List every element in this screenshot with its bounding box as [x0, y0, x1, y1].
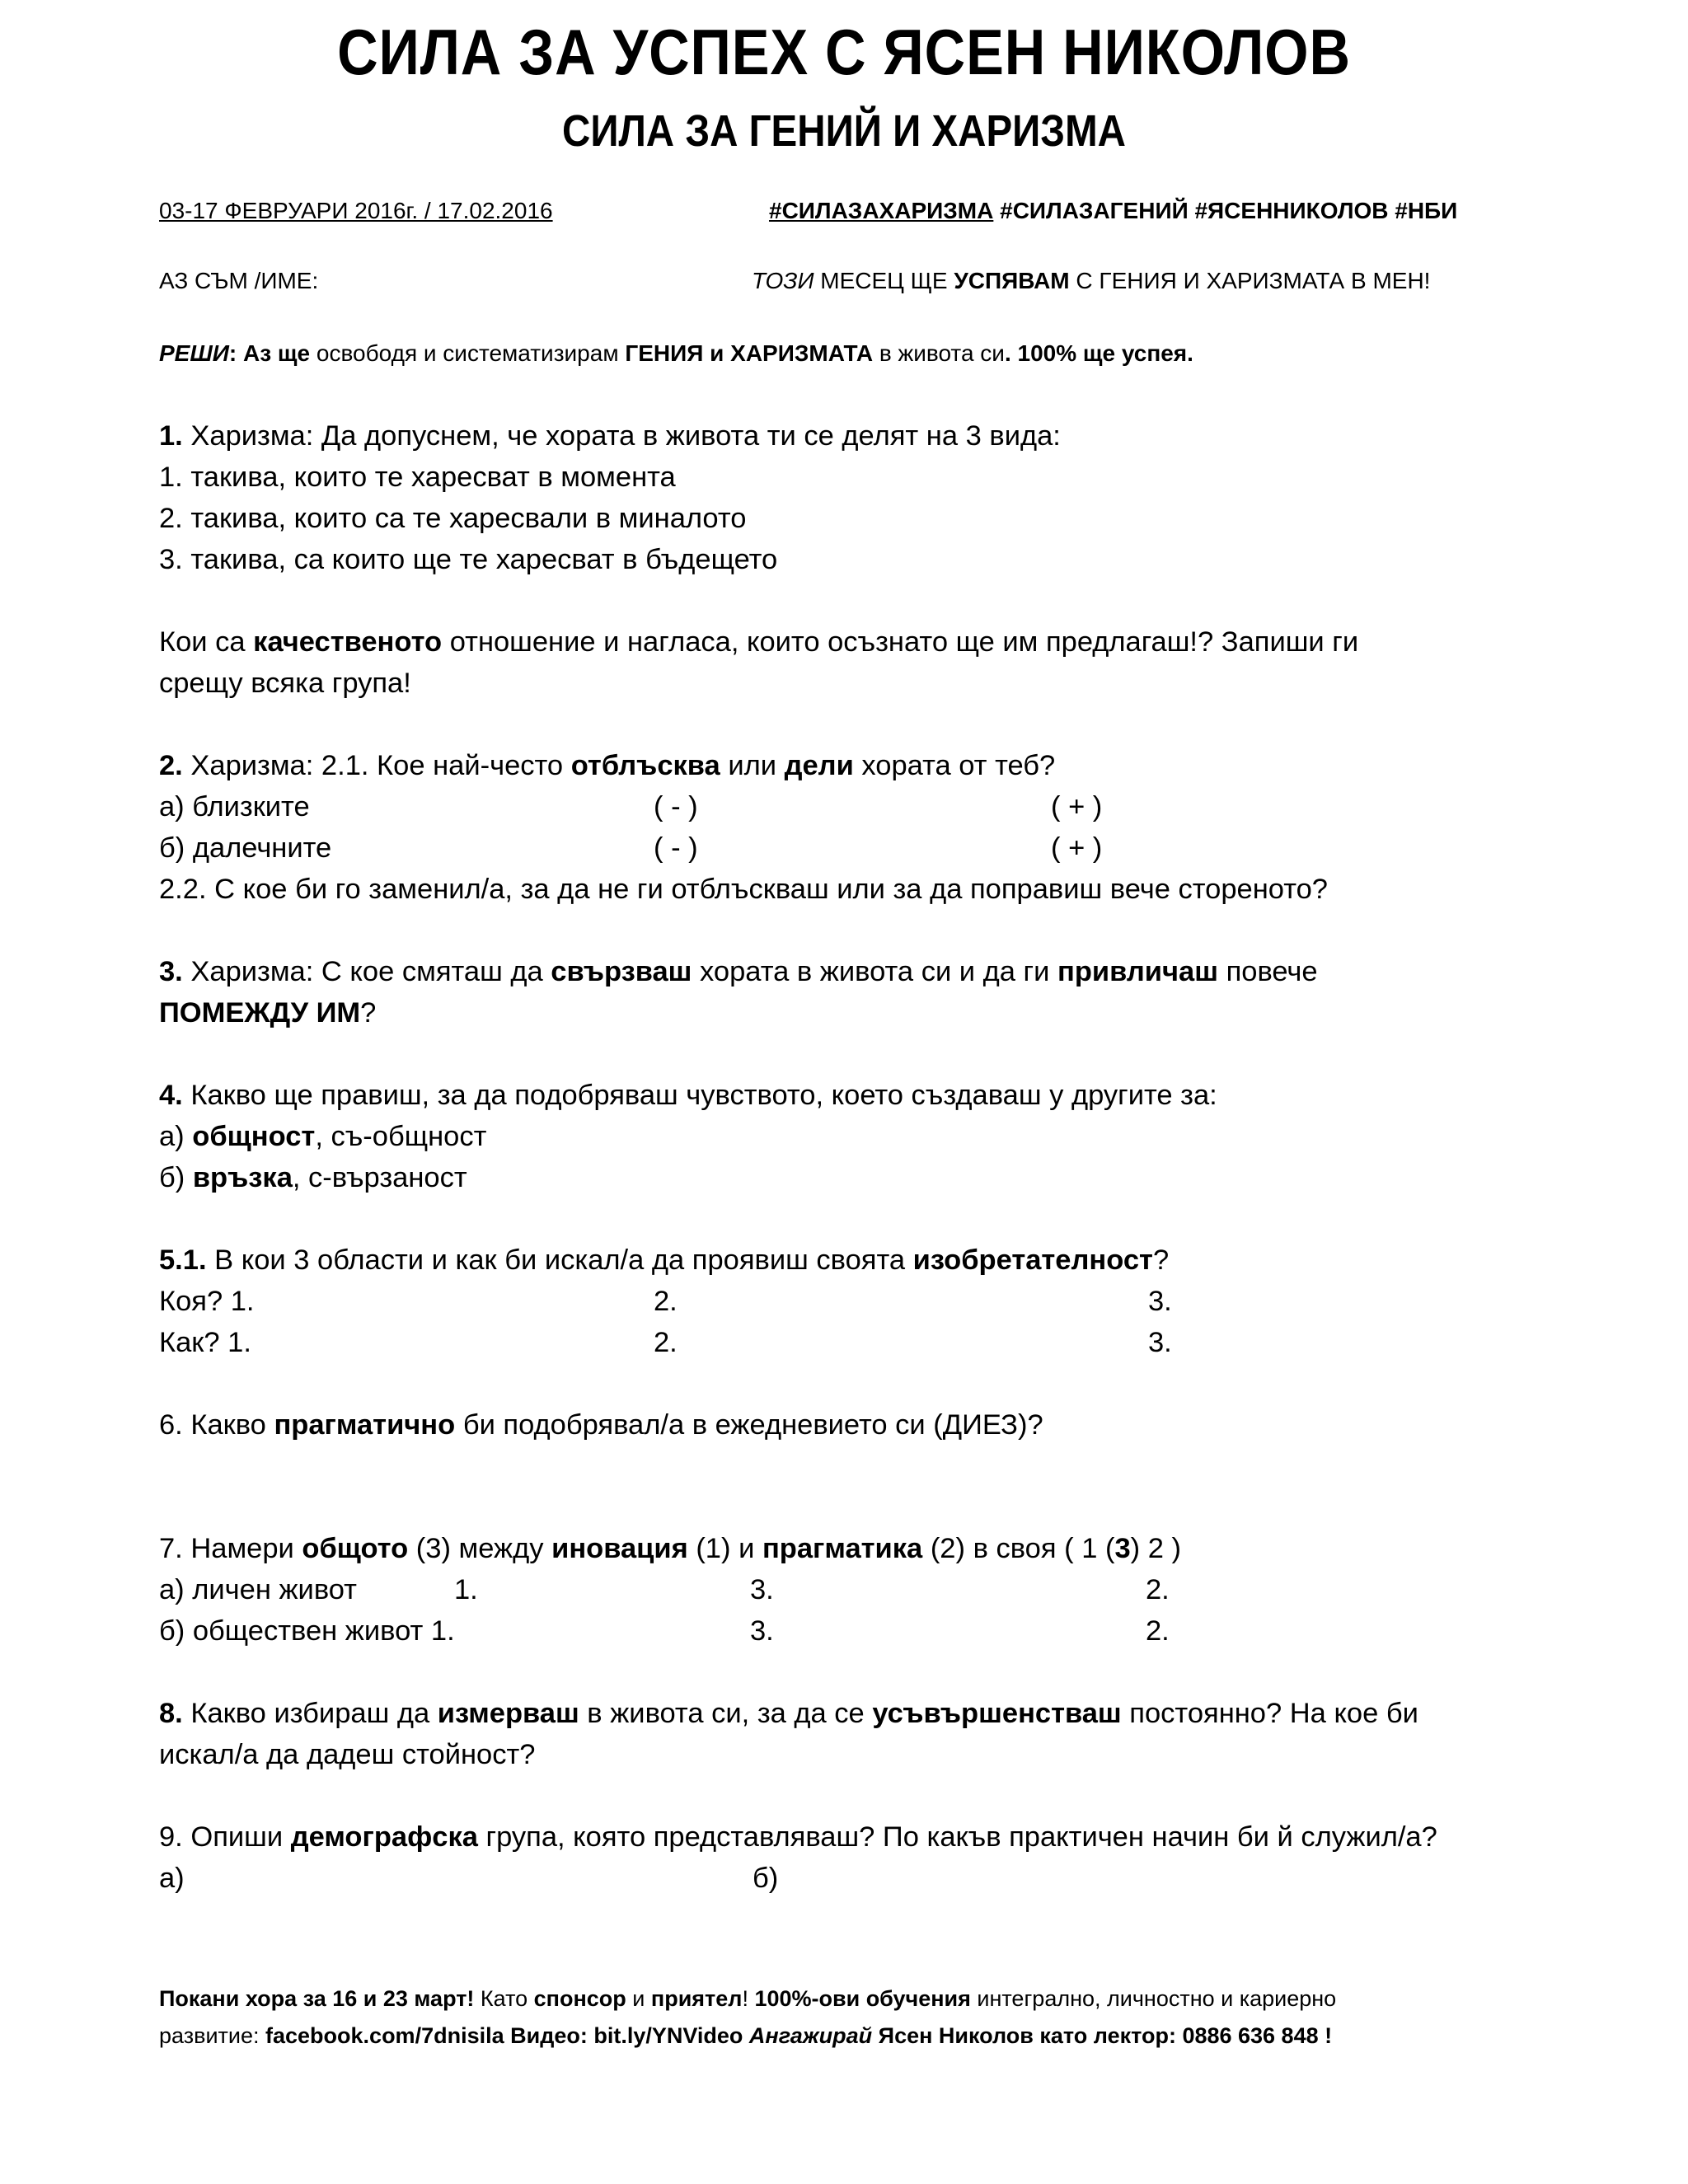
- q4-item-a: а) общност, съ-общност: [159, 1121, 487, 1152]
- hashtag-genius[interactable]: #СИЛАЗАГЕНИЙ: [1000, 198, 1189, 223]
- q1-heading: 1. Харизма: Да допуснем, че хората в живота ти се делят на 3 вида:: [159, 420, 1061, 452]
- footer-line-1: Покани хора за 16 и 23 март! Като спонсор и приятел! 100%-ови обучения интегрално, личностно и кариерно: [159, 1986, 1337, 2011]
- q1-item: 3. такива, са които ще те харесват в бъдещето: [159, 544, 778, 575]
- q7-personal-row: а) личен живот 1. 3. 2.: [159, 1574, 1170, 1605]
- name-label: АЗ СЪМ /ИМЕ:: [159, 268, 319, 293]
- q4-heading: 4. Какво ще правиш, за да подобряваш чувството, което създаваш у другите за:: [159, 1080, 1217, 1111]
- q5-heading: 5.1. В кои 3 области и как би искал/а да проявиш своята изобретателност?: [159, 1244, 1170, 1276]
- page-subtitle: СИЛА ЗА ГЕНИЙ И ХАРИЗМА: [561, 106, 1126, 156]
- q6-heading: 6. Какво прагматично би подобрявал/а в ежедневието си (ДИЕЗ)?: [159, 1409, 1043, 1441]
- hashtag-yasen[interactable]: #ЯСЕННИКОЛОВ: [1194, 198, 1389, 223]
- q9-answers-row: а) б): [159, 1863, 779, 1894]
- hashtag-charisma[interactable]: #СИЛАЗАХАРИЗМА: [769, 198, 994, 223]
- hashtag-nbi[interactable]: #НБИ: [1395, 198, 1458, 223]
- decide-text: РЕШИ: Аз ще освободя и систематизирам ГЕНИЯ и ХАРИЗМАТА в живота си. 100% ще успея.: [159, 340, 1193, 366]
- q5-how-row: Как? 1. 2. 3.: [159, 1327, 1172, 1358]
- q5-which-row: Коя? 1. 2. 3.: [159, 1286, 1172, 1317]
- q2-row-close: а) близките ( - ) ( + ): [159, 791, 1103, 823]
- q1-item: 1. такива, които те харесват в момента: [159, 462, 676, 493]
- q1-followup: Кои са качественото отношение и нагласа, които осъзнато ще им предлагаш!? Запиши ги: [159, 626, 1359, 658]
- q1-item: 2. такива, които са те харесвали в миналото: [159, 503, 747, 534]
- footer-line-2: развитие: facebook.com/7dnisila Видео: bit.ly/YNVideo Ангажирай Ясен Николов като лектор: 0886 636 848 !: [159, 2023, 1333, 2048]
- q7-heading: 7. Намери общото (3) между иновация (1) и прагматика (2) в своя ( 1 (3) 2 ): [159, 1533, 1181, 1564]
- q1-followup-2: срещу всяка група!: [159, 668, 411, 699]
- q8-heading: 8. Какво избираш да измерваш в живота си, за да се усъвършенстваш постоянно? На кое би: [159, 1698, 1418, 1729]
- date-text: 03-17 ФЕВРУАРИ 2016г. / 17.02.2016: [159, 198, 553, 223]
- page-title: СИЛА ЗА УСПЕХ С ЯСЕН НИКОЛОВ: [337, 16, 1351, 88]
- q4-item-b: б) връзка, с-вързаност: [159, 1162, 467, 1193]
- q8-line2: искал/а да дадеш стойност?: [159, 1739, 536, 1770]
- month-statement: ТОЗИ МЕСЕЦ ЩЕ УСПЯВАМ С ГЕНИЯ И ХАРИЗМАТА В МЕН!: [752, 268, 1431, 293]
- q9-heading: 9. Опиши демографска група, която представляваш? По какъв практичен начин би й служил/а?: [159, 1821, 1437, 1853]
- name-row: [0, 268, 1688, 309]
- hashtags: [769, 198, 1457, 224]
- meta-row: [0, 198, 1688, 239]
- q3-heading: 3. Харизма: С кое смяташ да свързваш хората в живота си и да ги привличаш повече: [159, 956, 1318, 987]
- decide-row: [0, 340, 1688, 382]
- q7-public-row: б) обществен живот 1. 3. 2.: [159, 1615, 1170, 1647]
- q2-row-far: б) далечните ( - ) ( + ): [159, 832, 1103, 864]
- footer-links[interactable]: facebook.com/7dnisila Видео: bit.ly/YNVideo: [265, 2023, 743, 2048]
- q2-heading: 2. Харизма: 2.1. Кое най-често отблъсква или дели хората от теб?: [159, 750, 1056, 781]
- q2-sub: 2.2. С кое би го заменил/а, за да не ги отблъскваш или за да поправиш вече стореното?: [159, 874, 1328, 905]
- q3-line2: ПОМЕЖДУ ИМ?: [159, 997, 377, 1029]
